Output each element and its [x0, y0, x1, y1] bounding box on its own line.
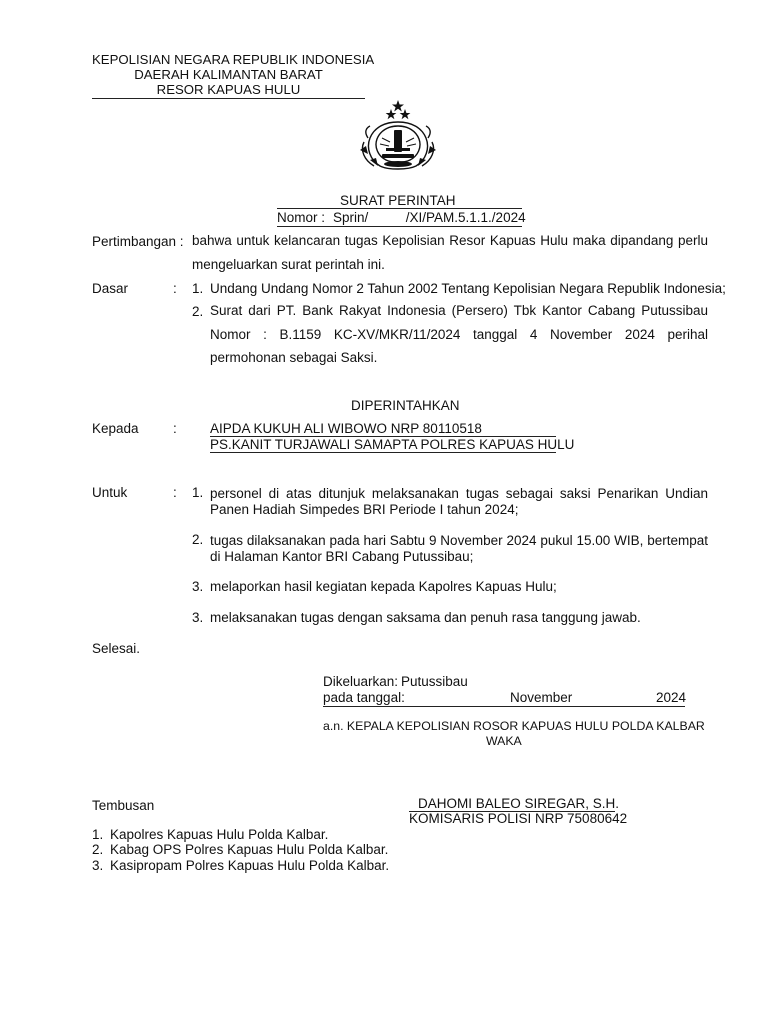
untuk-item-3-number: 3.: [192, 579, 204, 594]
tembusan-label: Tembusan: [92, 798, 155, 813]
recipient-position-underline: [210, 452, 556, 453]
issued-date-label: pada tanggal:: [323, 690, 405, 705]
diperintahkan-heading: DIPERINTAHKAN: [351, 398, 460, 413]
dasar-item-2-number: 2.: [192, 304, 204, 319]
nomor-underline: [277, 226, 522, 227]
closing-text: Selesai.: [92, 641, 141, 656]
issued-place-label: Dikeluarkan:: [323, 674, 399, 689]
issued-place-value: Putussibau: [401, 674, 468, 689]
header-line-1: KEPOLISIAN NEGARA REPUBLIK INDONESIA: [92, 52, 375, 67]
tembusan-item-3-number: 3.: [92, 858, 104, 873]
tembusan-item-1-text: Kapolres Kapuas Hulu Polda Kalbar.: [110, 827, 329, 842]
signatory-role: WAKA: [486, 734, 522, 748]
dasar-colon: :: [173, 281, 177, 296]
nomor-label: Nomor :: [277, 210, 326, 225]
untuk-colon: :: [173, 485, 177, 500]
issued-month: November: [510, 690, 573, 705]
recipient-position: PS.KANIT TURJAWALI SAMAPTA POLRES KAPUAS HULU: [210, 437, 575, 452]
untuk-item-1-number: 1.: [192, 485, 204, 500]
dasar-item-1-number: 1.: [192, 281, 204, 296]
tembusan-item-3-text: Kasipropam Polres Kapuas Hulu Polda Kalbar.: [110, 858, 390, 873]
signatory-on-behalf: a.n. KEPALA KEPOLISIAN ROSOR KAPUAS HULU POLDA KALBAR: [323, 719, 705, 733]
recipient-name: AIPDA KUKUH ALI WIBOWO NRP 80110518: [210, 421, 482, 436]
kepada-colon: :: [173, 421, 177, 436]
tembusan-item-2-text: Kabag OPS Polres Kapuas Hulu Polda Kalbar.: [110, 842, 389, 857]
untuk-item-2-number: 2.: [192, 532, 204, 547]
dasar-label: Dasar: [92, 281, 129, 296]
title-underline: [277, 208, 522, 209]
document-title: SURAT PERINTAH: [340, 193, 456, 208]
pertimbangan-text: bahwa untuk kelancaran tugas Kepolisian Resor Kapuas Hulu maka dipandang perlu mengeluarkan surat perintah ini.: [192, 233, 708, 272]
nomor-value: Sprin/ /XI/PAM.5.1.1./2024: [333, 210, 526, 225]
header-line-2: DAERAH KALIMANTAN BARAT: [134, 67, 323, 82]
kepada-label: Kepada: [92, 421, 139, 436]
issued-year: 2024: [656, 690, 687, 705]
signatory-rank: KOMISARIS POLISI NRP 75080642: [409, 811, 628, 826]
header-line-3: RESOR KAPUAS HULU: [156, 82, 301, 97]
untuk-item-2-text: tugas dilaksanakan pada hari Sabtu 9 November 2024 pukul 15.00 WIB, bertempat di Halaman Kantor BRI Cabang Putussibau;: [210, 533, 708, 564]
issued-date-underline: [323, 706, 685, 707]
tembusan-item-1-number: 1.: [92, 827, 104, 842]
untuk-item-3-text: melaporkan hasil kegiatan kepada Kapolres Kapuas Hulu;: [210, 579, 557, 594]
police-emblem-icon: [356, 98, 440, 174]
dasar-item-1-text: Undang Undang Nomor 2 Tahun 2002 Tentang Kepolisian Negara Republik Indonesia;: [210, 281, 726, 296]
header-divider: [92, 98, 365, 99]
untuk-item-4-number: 3.: [192, 610, 204, 625]
dasar-item-2-text: Surat dari PT. Bank Rakyat Indonesia (Persero) Tbk Kantor Cabang Putussibau Nomor : B.1159 KC-XV/MKR/11/2024 tanggal 4 November 2024 perihal permohonan sebagai Saksi.: [210, 303, 708, 365]
tembusan-item-2-number: 2.: [92, 842, 104, 857]
untuk-item-1-text: personel di atas ditunjuk melaksanakan tugas sebagai saksi Penarikan Undian Panen Hadiah Simpedes BRI Periode I tahun 2024;: [210, 486, 708, 517]
pertimbangan-label: Pertimbangan :: [92, 234, 184, 249]
untuk-label: Untuk: [92, 485, 128, 500]
signatory-name: DAHOMI BALEO SIREGAR, S.H.: [418, 796, 620, 811]
untuk-item-4-text: melaksanakan tugas dengan saksama dan penuh rasa tanggung jawab.: [210, 610, 641, 625]
